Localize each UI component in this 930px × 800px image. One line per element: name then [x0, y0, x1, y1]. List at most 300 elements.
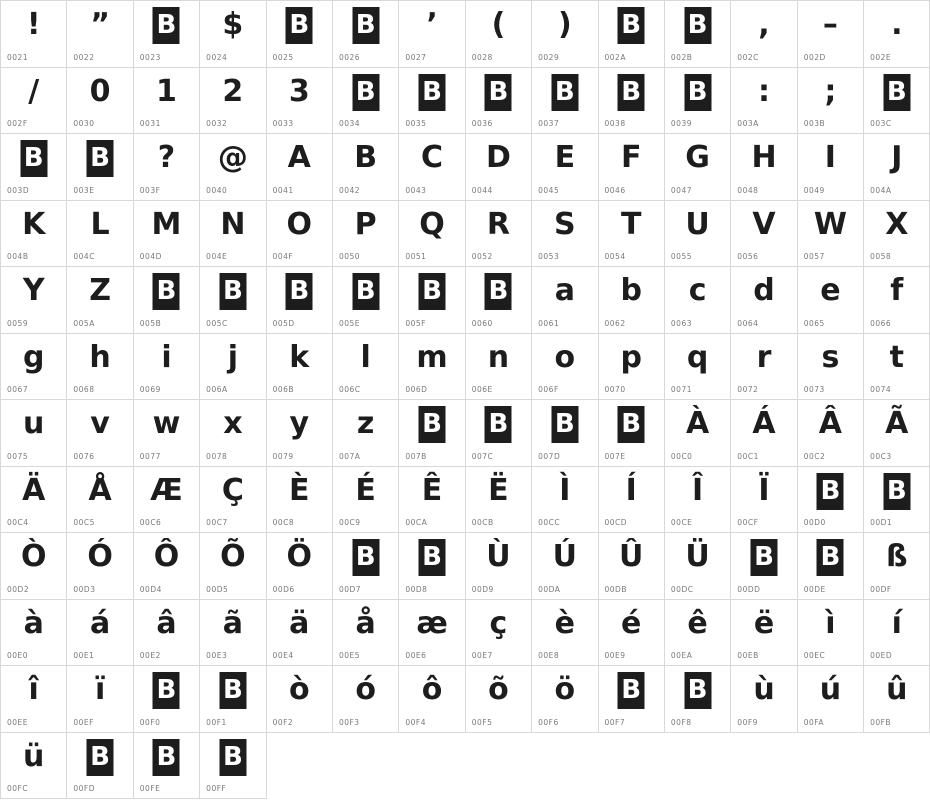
glyph-character: ü	[23, 738, 45, 774]
glyph-codepoint: 0046	[604, 185, 626, 195]
notdef-glyph-label: B	[156, 10, 177, 40]
glyph-codepoint: 007B	[405, 451, 427, 461]
glyph-character: k	[289, 339, 310, 375]
glyph-cell[interactable]	[1, 666, 67, 733]
glyph-cell[interactable]	[665, 334, 731, 401]
glyph-character: p	[620, 339, 642, 375]
glyph-character: M	[151, 206, 182, 242]
glyph-character: L	[90, 206, 110, 242]
glyph-cell[interactable]	[532, 400, 598, 467]
glyph-codepoint: 006F	[538, 385, 559, 394]
glyph-character: x	[223, 406, 243, 441]
glyph-cell[interactable]	[200, 1, 266, 68]
glyph-cell[interactable]	[67, 1, 133, 68]
glyph-cell[interactable]	[1, 267, 67, 334]
glyph-cell[interactable]	[665, 1, 731, 68]
notdef-glyph-label: B	[156, 741, 177, 772]
glyph-character: y	[289, 406, 310, 441]
notdef-glyph-icon	[87, 739, 114, 776]
glyph-cell[interactable]	[399, 134, 465, 201]
glyph-cell[interactable]	[665, 267, 731, 334]
glyph-codepoint: 0071	[670, 385, 692, 394]
glyph-cell[interactable]	[267, 68, 333, 135]
glyph-codepoint: 00C9	[338, 518, 361, 527]
glyph-cell[interactable]	[1, 533, 67, 600]
glyph-character: h	[89, 339, 111, 375]
glyph-character: Û	[619, 539, 644, 574]
glyph-character: Ï	[758, 472, 770, 508]
glyph-cell[interactable]	[333, 600, 399, 667]
glyph-cell[interactable]	[798, 68, 864, 135]
glyph-cell[interactable]	[466, 267, 532, 334]
glyph-cell[interactable]	[665, 467, 731, 534]
glyph-cell[interactable]	[466, 533, 532, 600]
glyph-cell[interactable]	[399, 201, 465, 268]
glyph-cell[interactable]	[665, 68, 731, 135]
glyph-codepoint: 00F6	[538, 717, 559, 727]
glyph-cell[interactable]	[1, 134, 67, 201]
glyph-cell-empty	[665, 733, 731, 800]
glyph-character: ö	[554, 672, 576, 707]
glyph-cell[interactable]	[200, 201, 266, 268]
glyph-cell[interactable]	[731, 134, 797, 201]
glyph-cell[interactable]	[864, 467, 930, 534]
glyph-cell[interactable]	[134, 1, 200, 68]
glyph-cell[interactable]	[1, 467, 67, 534]
glyph-cell[interactable]	[532, 1, 598, 68]
glyph-character: Î	[692, 472, 704, 508]
glyph-codepoint: 0040	[206, 185, 228, 195]
glyph-character: à	[23, 605, 44, 641]
notdef-glyph-icon	[153, 739, 180, 776]
glyph-cell[interactable]	[731, 666, 797, 733]
glyph-cell[interactable]	[599, 600, 665, 667]
glyph-cell-empty	[532, 733, 598, 800]
glyph-codepoint: 00D0	[803, 518, 826, 527]
glyph-cell[interactable]	[200, 68, 266, 135]
glyph-character: e	[820, 273, 841, 308]
glyph-character: T	[620, 206, 642, 242]
glyph-character: Â	[818, 406, 842, 441]
glyph-cell[interactable]	[267, 334, 333, 401]
glyph-cell[interactable]	[267, 533, 333, 600]
glyph-cell[interactable]	[864, 533, 930, 600]
glyph-codepoint: 00CF	[737, 518, 759, 527]
glyph-cell[interactable]	[67, 68, 133, 135]
glyph-cell[interactable]	[67, 533, 133, 600]
notdef-glyph-label: B	[156, 675, 177, 705]
glyph-character: Ã	[885, 406, 909, 441]
glyph-cell[interactable]	[399, 1, 465, 68]
glyph-codepoint: 0056	[737, 252, 759, 261]
glyph-cell[interactable]	[134, 533, 200, 600]
glyph-cell[interactable]	[798, 201, 864, 268]
glyph-cell[interactable]	[200, 334, 266, 401]
glyph-cell[interactable]	[864, 334, 930, 401]
glyph-character: Í	[625, 472, 637, 508]
glyph-cell[interactable]	[134, 134, 200, 201]
notdef-glyph-label: B	[488, 276, 509, 306]
glyph-cell[interactable]	[200, 400, 266, 467]
notdef-glyph-label: B	[90, 143, 110, 173]
glyph-character: ò	[288, 672, 310, 707]
notdef-glyph-icon	[485, 406, 512, 443]
glyph-cell[interactable]	[599, 134, 665, 201]
glyph-cell[interactable]	[134, 267, 200, 334]
glyph-character: Á	[752, 406, 776, 441]
glyph-cell[interactable]	[864, 68, 930, 135]
glyph-cell[interactable]	[731, 267, 797, 334]
glyph-cell[interactable]	[267, 666, 333, 733]
glyph-cell[interactable]	[399, 467, 465, 534]
notdef-glyph-label: B	[886, 76, 907, 107]
glyph-cell[interactable]	[134, 68, 200, 135]
glyph-cell[interactable]	[798, 134, 864, 201]
glyph-cell[interactable]	[731, 201, 797, 268]
glyph-codepoint: 00C8	[272, 518, 295, 527]
notdef-glyph-label: B	[422, 276, 442, 306]
glyph-cell[interactable]	[731, 533, 797, 600]
glyph-cell[interactable]	[466, 68, 532, 135]
glyph-codepoint: 00DC	[670, 584, 694, 594]
glyph-cell[interactable]	[399, 600, 465, 667]
glyph-cell[interactable]	[200, 600, 266, 667]
glyph-character: X	[885, 206, 909, 242]
glyph-cell[interactable]	[599, 467, 665, 534]
glyph-cell[interactable]	[399, 666, 465, 733]
glyph-cell[interactable]	[599, 533, 665, 600]
glyph-cell[interactable]	[1, 68, 67, 135]
glyph-cell[interactable]	[267, 1, 333, 68]
notdef-glyph-icon	[352, 273, 379, 310]
glyph-cell-empty	[333, 733, 399, 800]
glyph-codepoint: 00F4	[405, 717, 426, 727]
glyph-cell[interactable]	[333, 666, 399, 733]
glyph-codepoint: 0030	[73, 119, 95, 128]
glyph-codepoint: 007D	[538, 451, 561, 461]
glyph-cell[interactable]	[798, 533, 864, 600]
glyph-character: Õ	[220, 539, 246, 574]
glyph-character: B	[354, 140, 378, 175]
glyph-character: À	[685, 406, 710, 441]
glyph-cell[interactable]	[731, 400, 797, 467]
glyph-cell[interactable]	[466, 201, 532, 268]
glyph-codepoint: 0042	[338, 185, 361, 195]
glyph-character: á	[89, 605, 111, 641]
glyph-cell[interactable]	[798, 666, 864, 733]
notdef-glyph-icon	[485, 74, 512, 111]
glyph-codepoint: 00D8	[405, 584, 428, 594]
glyph-codepoint: 0067	[7, 385, 29, 394]
glyph-codepoint: 004C	[73, 252, 95, 261]
glyph-cell[interactable]	[731, 467, 797, 534]
glyph-character: ß	[885, 539, 908, 574]
glyph-cell[interactable]	[67, 600, 133, 667]
glyph-codepoint: 0063	[670, 318, 692, 328]
glyph-cell[interactable]	[67, 201, 133, 268]
glyph-cell[interactable]	[333, 400, 399, 467]
notdef-glyph-label: B	[355, 10, 376, 40]
glyph-cell[interactable]	[1, 334, 67, 401]
glyph-cell[interactable]	[864, 134, 930, 201]
glyph-cell[interactable]	[599, 267, 665, 334]
glyph-cell[interactable]	[599, 666, 665, 733]
glyph-codepoint: 002C	[737, 52, 759, 62]
glyph-cell[interactable]	[665, 600, 731, 667]
glyph-codepoint: 00DB	[604, 584, 627, 594]
glyph-cell[interactable]	[731, 334, 797, 401]
glyph-cell[interactable]	[67, 666, 133, 733]
glyph-cell[interactable]	[200, 267, 266, 334]
notdef-glyph-label: B	[355, 542, 376, 572]
glyph-character: ;	[824, 73, 837, 109]
glyph-cell[interactable]	[134, 201, 200, 268]
glyph-codepoint: 00EC	[803, 651, 826, 660]
glyph-cell[interactable]	[1, 400, 67, 467]
glyph-cell-empty	[466, 733, 532, 800]
glyph-cell[interactable]	[267, 600, 333, 667]
glyph-character: H	[751, 140, 777, 175]
glyph-character: @	[217, 140, 248, 175]
glyph-codepoint: 0038	[604, 119, 626, 128]
notdef-glyph-icon	[153, 672, 180, 709]
notdef-glyph-label: B	[222, 741, 243, 772]
glyph-codepoint: 0076	[73, 451, 95, 461]
glyph-character: 0	[89, 73, 111, 109]
glyph-character: ?	[157, 140, 176, 175]
glyph-character: V	[752, 206, 776, 242]
glyph-character: ó	[355, 672, 376, 707]
glyph-cell[interactable]	[665, 201, 731, 268]
glyph-cell[interactable]	[134, 334, 200, 401]
glyph-cell[interactable]	[798, 1, 864, 68]
glyph-cell[interactable]	[200, 733, 266, 800]
glyph-codepoint: 00D6	[272, 584, 295, 594]
glyph-character: û	[886, 672, 908, 707]
glyph-cell[interactable]	[864, 600, 930, 667]
glyph-cell[interactable]	[200, 533, 266, 600]
notdef-glyph-icon	[883, 74, 910, 111]
glyph-character: õ	[488, 672, 509, 707]
glyph-codepoint: 005D	[272, 318, 295, 328]
glyph-cell[interactable]	[798, 267, 864, 334]
glyph-cell[interactable]	[798, 600, 864, 667]
glyph-cell[interactable]	[399, 533, 465, 600]
glyph-character: A	[287, 140, 311, 175]
glyph-character: K	[22, 206, 46, 242]
glyph-cell[interactable]	[798, 334, 864, 401]
glyph-codepoint: 0049	[803, 185, 825, 195]
glyph-cell[interactable]	[399, 400, 465, 467]
glyph-cell[interactable]	[399, 267, 465, 334]
glyph-cell[interactable]	[798, 467, 864, 534]
glyph-cell[interactable]	[864, 666, 930, 733]
glyph-cell[interactable]	[399, 68, 465, 135]
glyph-cell[interactable]	[466, 334, 532, 401]
glyph-codepoint: 00EA	[670, 651, 693, 660]
glyph-cell[interactable]	[466, 600, 532, 667]
glyph-cell[interactable]	[267, 134, 333, 201]
glyph-codepoint: 00CC	[538, 518, 561, 527]
glyph-cell[interactable]	[267, 267, 333, 334]
glyph-cell[interactable]	[665, 533, 731, 600]
glyph-cell[interactable]	[200, 666, 266, 733]
glyph-codepoint: 00ED	[870, 651, 893, 660]
glyph-codepoint: 00E5	[338, 651, 361, 660]
glyph-cell[interactable]	[333, 533, 399, 600]
glyph-codepoint: 00D4	[139, 584, 162, 594]
glyph-character: å	[355, 605, 376, 641]
glyph-codepoint: 00DF	[870, 584, 892, 594]
glyph-cell[interactable]	[1, 600, 67, 667]
glyph-cell[interactable]	[134, 467, 200, 534]
notdef-glyph-label: B	[886, 475, 907, 506]
glyph-codepoint: 00E0	[7, 651, 29, 660]
glyph-character: .	[891, 7, 903, 42]
glyph-cell[interactable]	[67, 267, 133, 334]
glyph-cell[interactable]	[665, 666, 731, 733]
glyph-cell[interactable]	[67, 467, 133, 534]
glyph-cell[interactable]	[599, 334, 665, 401]
glyph-character: n	[487, 339, 510, 375]
notdef-glyph-label: B	[621, 10, 642, 40]
glyph-codepoint: 0031	[139, 119, 161, 128]
notdef-glyph-icon	[419, 539, 446, 576]
glyph-codepoint: 004D	[139, 252, 162, 261]
glyph-character: ë	[753, 605, 775, 641]
glyph-cell[interactable]	[466, 666, 532, 733]
glyph-character: Æ	[150, 472, 183, 508]
glyph-character: !	[26, 7, 41, 42]
glyph-cell[interactable]	[864, 267, 930, 334]
glyph-cell[interactable]	[399, 334, 465, 401]
glyph-character: –	[822, 7, 838, 42]
glyph-character: Ç	[221, 472, 244, 508]
notdef-glyph-label: B	[687, 10, 708, 40]
glyph-codepoint: 00F5	[471, 717, 493, 727]
glyph-cell[interactable]	[599, 400, 665, 467]
glyph-cell[interactable]	[333, 334, 399, 401]
glyph-cell[interactable]	[134, 666, 200, 733]
glyph-cell[interactable]	[267, 400, 333, 467]
glyph-character: Ö	[286, 539, 313, 574]
glyph-cell[interactable]	[731, 600, 797, 667]
glyph-character: ì	[825, 605, 836, 641]
glyph-cell[interactable]	[200, 134, 266, 201]
notdef-glyph-label: B	[422, 409, 442, 439]
glyph-character: î	[28, 672, 39, 707]
glyph-codepoint: 006C	[338, 385, 361, 394]
glyph-cell[interactable]	[67, 733, 133, 800]
glyph-cell[interactable]	[864, 201, 930, 268]
glyph-cell[interactable]	[1, 1, 67, 68]
glyph-cell[interactable]	[1, 733, 67, 800]
glyph-character: 3	[288, 73, 310, 109]
glyph-cell[interactable]	[134, 733, 200, 800]
glyph-codepoint: 005B	[139, 318, 162, 328]
glyph-cell[interactable]	[466, 1, 532, 68]
glyph-cell[interactable]	[532, 68, 598, 135]
glyph-codepoint: 004F	[272, 252, 294, 261]
glyph-codepoint: 0026	[338, 52, 361, 62]
glyph-character: f	[890, 273, 904, 308]
glyph-cell[interactable]	[333, 68, 399, 135]
glyph-cell[interactable]	[67, 334, 133, 401]
glyph-cell[interactable]	[466, 467, 532, 534]
notdef-glyph-label: B	[156, 276, 177, 306]
glyph-cell[interactable]	[466, 134, 532, 201]
glyph-cell[interactable]	[532, 201, 598, 268]
glyph-cell[interactable]	[864, 400, 930, 467]
glyph-codepoint: 00FA	[803, 717, 824, 727]
glyph-character: C	[421, 140, 444, 175]
glyph-cell[interactable]	[665, 400, 731, 467]
glyph-cell[interactable]	[798, 400, 864, 467]
glyph-cell[interactable]	[134, 600, 200, 667]
glyph-codepoint: 007E	[604, 451, 626, 461]
notdef-glyph-label: B	[422, 542, 442, 572]
notdef-glyph-label: B	[488, 409, 509, 439]
glyph-codepoint: 0043	[405, 185, 427, 195]
glyph-codepoint: 00F1	[206, 717, 227, 727]
glyph-codepoint: 0060	[471, 318, 493, 328]
glyph-cell[interactable]	[333, 134, 399, 201]
glyph-codepoint: 0070	[604, 385, 626, 394]
glyph-cell[interactable]	[267, 467, 333, 534]
glyph-cell[interactable]	[532, 267, 598, 334]
glyph-codepoint: 002E	[870, 52, 892, 62]
glyph-cell[interactable]	[134, 400, 200, 467]
glyph-cell[interactable]	[200, 467, 266, 534]
glyph-cell[interactable]	[599, 1, 665, 68]
glyph-cell[interactable]	[333, 267, 399, 334]
glyph-character: ç	[489, 605, 508, 641]
notdef-glyph-icon	[153, 7, 180, 44]
glyph-cell[interactable]	[267, 201, 333, 268]
glyph-cell[interactable]	[731, 68, 797, 135]
glyph-cell[interactable]	[67, 400, 133, 467]
glyph-cell[interactable]	[67, 134, 133, 201]
notdef-glyph-label: B	[289, 10, 310, 40]
glyph-cell[interactable]	[532, 334, 598, 401]
glyph-cell[interactable]	[665, 134, 731, 201]
glyph-codepoint: 0028	[471, 52, 493, 62]
glyph-cell[interactable]	[599, 68, 665, 135]
glyph-character: ú	[819, 672, 842, 707]
glyph-cell[interactable]	[532, 134, 598, 201]
glyph-cell[interactable]	[864, 1, 930, 68]
glyph-cell[interactable]	[1, 201, 67, 268]
glyph-codepoint: 0068	[73, 385, 95, 394]
glyph-codepoint: 0079	[272, 451, 294, 461]
glyph-cell[interactable]	[532, 533, 598, 600]
glyph-cell[interactable]	[532, 600, 598, 667]
glyph-cell[interactable]	[731, 1, 797, 68]
glyph-cell[interactable]	[333, 467, 399, 534]
glyph-cell[interactable]	[532, 666, 598, 733]
glyph-codepoint: 00E6	[405, 651, 427, 660]
glyph-character: ã	[222, 605, 243, 641]
glyph-cell[interactable]	[532, 467, 598, 534]
glyph-cell[interactable]	[333, 201, 399, 268]
glyph-character: é	[621, 605, 642, 641]
glyph-cell[interactable]	[333, 1, 399, 68]
notdef-glyph-icon	[352, 7, 379, 44]
glyph-cell[interactable]	[466, 400, 532, 467]
notdef-glyph-label: B	[355, 76, 376, 107]
glyph-codepoint: 0044	[471, 185, 493, 195]
glyph-cell[interactable]	[599, 201, 665, 268]
